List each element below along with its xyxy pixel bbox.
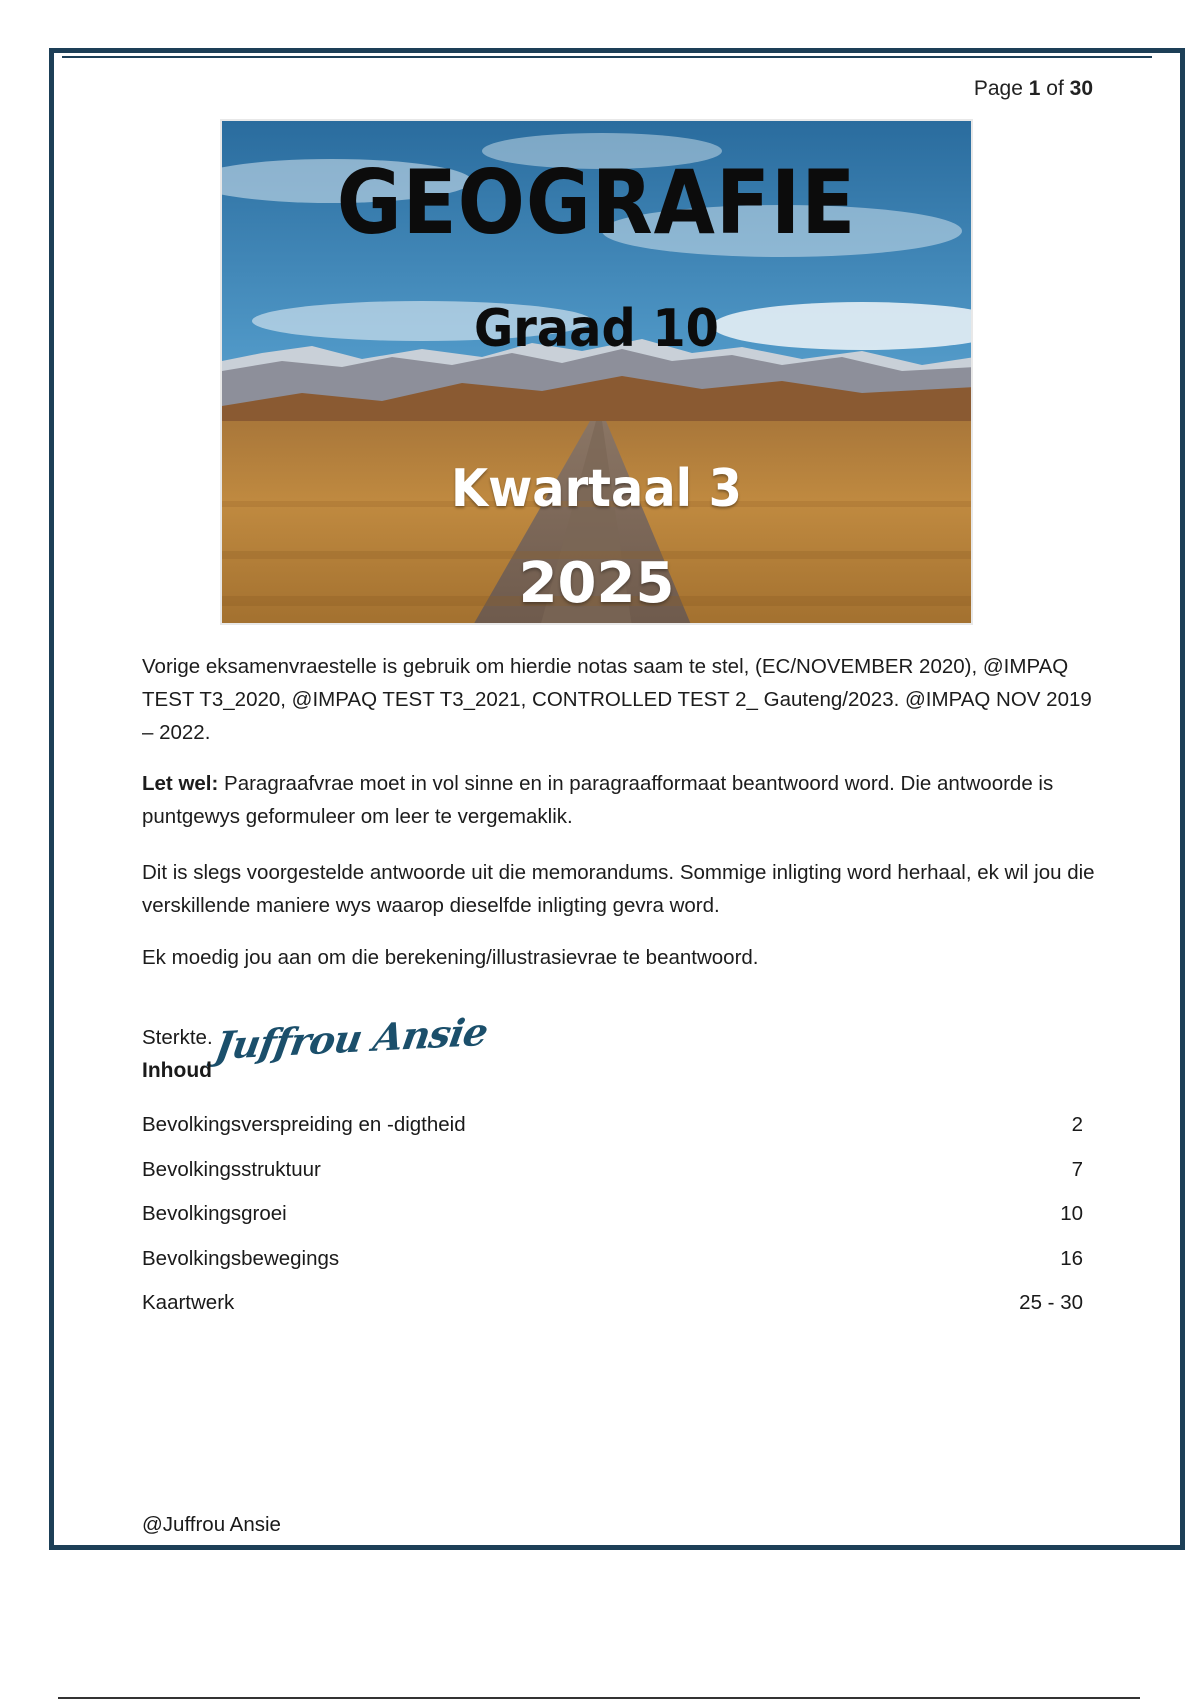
toc-item <box>142 1111 1083 1156</box>
cover-term: Kwartaal 3 <box>451 459 742 519</box>
note-paragraph <box>142 767 1102 833</box>
toc-item-title: Kaartwerk <box>142 1291 235 1314</box>
footer-handle: @Juffrou Ansie <box>142 1513 281 1536</box>
toc-item <box>142 1289 1083 1334</box>
page-number: Page 1 of 30 <box>973 77 1093 100</box>
cover-title: GEOGRAFIE <box>336 151 857 254</box>
closing-text: Sterkte. <box>142 1026 213 1049</box>
toc-item-page: 7 <box>1071 1157 1083 1181</box>
toc-item-title: Bevolkingsgroei <box>142 1202 287 1225</box>
note-label: Let wel: <box>142 772 219 795</box>
page-frame <box>49 48 1185 1550</box>
toc-item <box>142 1200 1083 1245</box>
cover-year: 2025 <box>518 551 675 616</box>
next-page-rule <box>58 1697 1140 1699</box>
cover-image <box>220 119 973 625</box>
toc-item-page: 16 <box>1060 1246 1083 1270</box>
cover-grade: Graad 10 <box>474 299 719 359</box>
table-of-contents <box>142 1111 1083 1334</box>
frame-top-line <box>62 56 1152 58</box>
toc-item-title: Bevolkingsverspreiding en -digtheid <box>142 1113 466 1136</box>
toc-item <box>142 1245 1083 1290</box>
disclaimer-paragraph: Dit is slegs voorgestelde antwoorde uit die memorandums. Sommige inligting word herhaal, ek wil jou die verskillende maniere wys waarop dieselfde inligting gevra word. <box>142 861 1095 917</box>
toc-item-title: Bevolkingsstruktuur <box>142 1157 321 1181</box>
toc-item-page: 25 - 30 <box>1019 1291 1083 1314</box>
toc-item-page: 10 <box>1060 1202 1083 1225</box>
sources-paragraph: Vorige eksamenvraestelle is gebruik om hierdie notas saam te stel, (EC/NOVEMBER 2020), @IMPAQ TEST T3_2020, @IMPAQ TEST T3_2021, CONTROLLED TEST 2_ Gauteng/2023. @IMPAQ NOV 2019 – 2022. <box>142 655 1092 744</box>
toc-item-page: 2 <box>1071 1113 1083 1136</box>
toc-item <box>142 1156 1083 1201</box>
note-text: Paragraafvrae moet in vol sinne en in paragraafformaat beantwoord word. Die antwoorde is puntgewys geformuleer om leer te vergemaklik. <box>142 772 1054 828</box>
toc-heading: Inhoud <box>142 1059 212 1082</box>
toc-item-title: Bevolkingsbewegings <box>142 1246 340 1270</box>
signature: Juffrou Ansie <box>211 1008 491 1068</box>
encouragement-paragraph: Ek moedig jou aan om die berekening/illustrasievrae te beantwoord. <box>142 946 759 969</box>
